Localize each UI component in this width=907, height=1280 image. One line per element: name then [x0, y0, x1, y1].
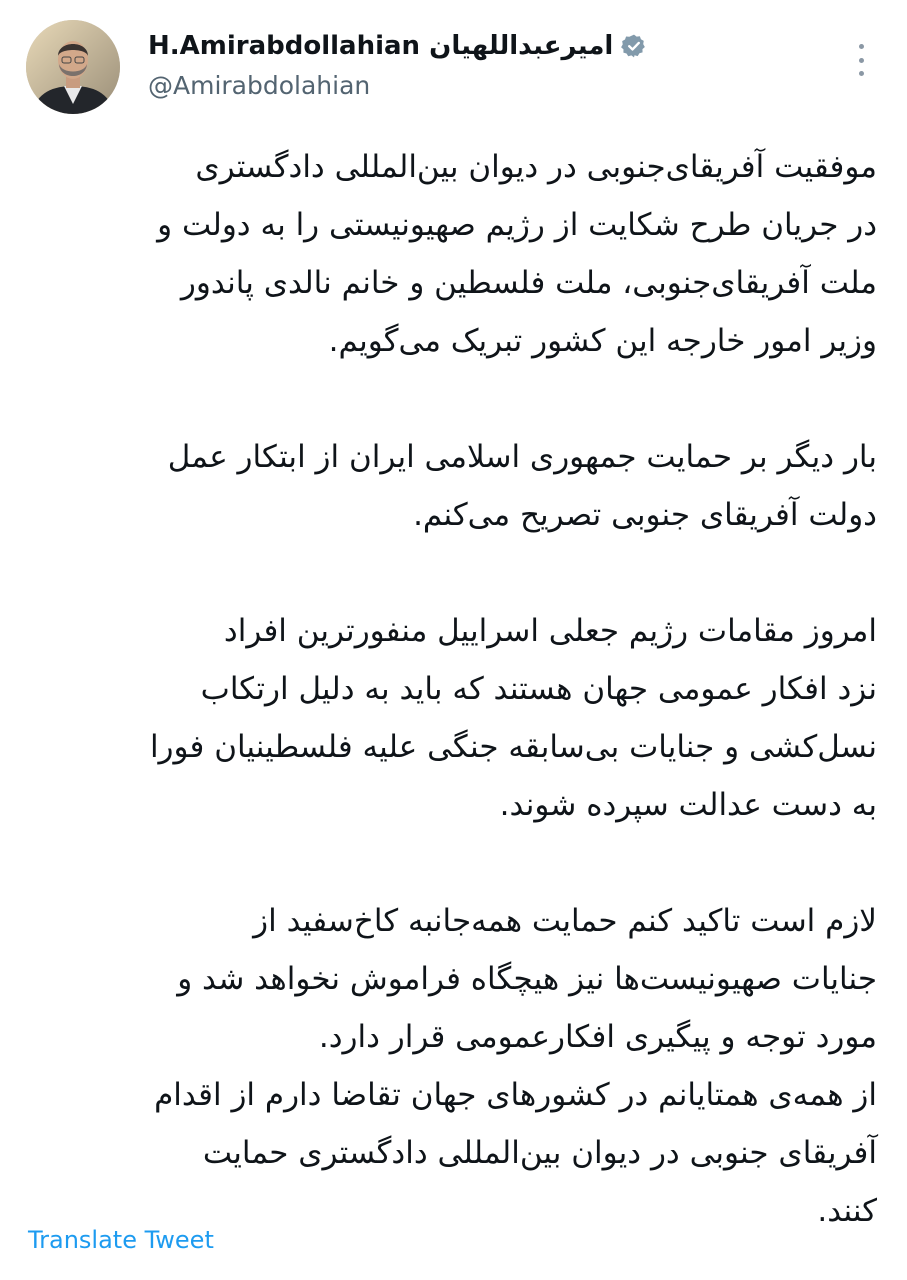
- tweet-line: جنایات صهیونیست‌ها نیز هیچگاه فراموش نخواهد شد و: [177, 961, 877, 997]
- more-options-icon: [859, 44, 864, 49]
- tweet-line: موفقیت آفریقای‌جنوبی در دیوان بین‌المللی دادگستری: [195, 149, 877, 185]
- paragraph-gap: [28, 370, 877, 428]
- tweet-line: بار دیگر بر حمایت جمهوری اسلامی ایران از ابتکار عمل: [167, 439, 877, 475]
- more-options-button[interactable]: [849, 40, 873, 80]
- tweet-line: وزیر امور خارجه این کشور تبریک می‌گویم.: [328, 323, 877, 359]
- translate-tweet-link[interactable]: Translate Tweet: [28, 1226, 214, 1254]
- name-row: [148, 26, 827, 66]
- tweet-line: آفریقای جنوبی در دیوان بین‌المللی دادگستری حمایت: [202, 1135, 877, 1171]
- tweet-paragraph: [28, 602, 877, 834]
- tweet-line: نسل‌کشی و جنایات بی‌سابقه جنگی علیه فلسطینیان فورا: [149, 729, 877, 765]
- avatar-portrait: [26, 20, 120, 114]
- paragraph-gap: [28, 544, 877, 602]
- tweet-line: به دست عدالت سپرده شوند.: [499, 787, 877, 823]
- tweet-text: [28, 138, 877, 1240]
- tweet-line: در جریان طرح شکایت از رژیم صهیونیستی را به دولت و: [157, 207, 877, 243]
- tweet-line: دولت آفریقای جنوبی تصریح می‌کنم.: [413, 497, 877, 533]
- more-options-icon-dot: [859, 58, 864, 63]
- tweet-paragraph: [28, 428, 877, 544]
- tweet-line: لازم است تاکید کنم حمایت همه‌جانبه کاخ‌سفید از: [253, 903, 877, 939]
- tweet-line: ملت آفریقای‌جنوبی، ملت فلسطین و خانم نالدی پاندور: [180, 265, 877, 301]
- tweet-line: از همه‌ی همتایانم در کشورهای جهان تقاضا دارم از اقدام: [154, 1077, 877, 1113]
- user-handle[interactable]: @Amirabdolahian: [148, 71, 371, 100]
- verified-badge-icon: [621, 33, 647, 59]
- tweet-line: مورد توجه و پیگیری افکارعمومی قرار دارد.: [318, 1019, 877, 1055]
- tweet-line: کنند.: [817, 1193, 877, 1229]
- tweet-line: نزد افکار عمومی جهان هستند که باید به دلیل ارتکاب: [200, 671, 877, 707]
- tweet-header: [148, 26, 827, 102]
- avatar[interactable]: [26, 20, 120, 114]
- tweet-paragraph: [28, 138, 877, 370]
- tweet-line: امروز مقامات رژیم جعلی اسراییل منفورترین افراد: [223, 613, 877, 649]
- more-options-icon-dot: [859, 71, 864, 76]
- display-name[interactable]: H.Amirabdollahian امیرعبداللهیان: [148, 31, 614, 61]
- tweet-paragraph: [28, 892, 877, 1240]
- paragraph-gap: [28, 834, 877, 892]
